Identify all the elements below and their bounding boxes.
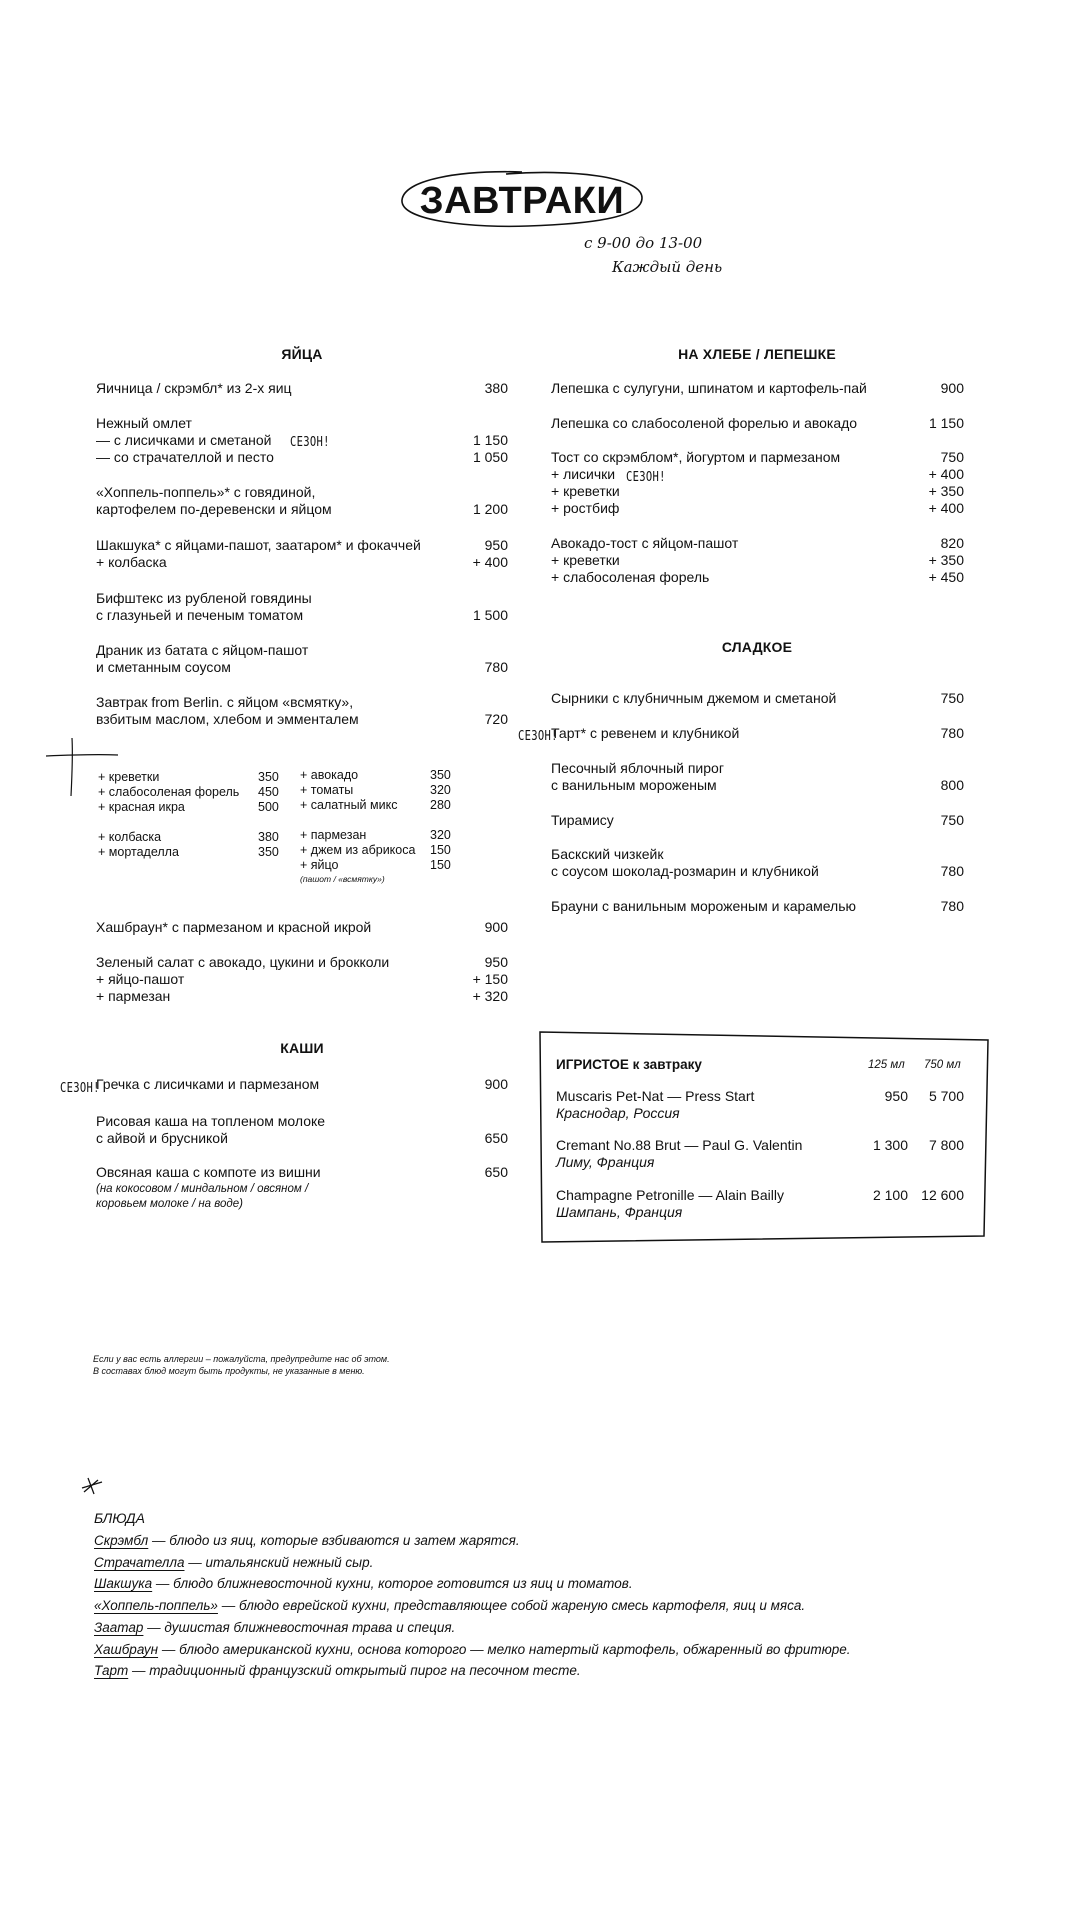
page-title: ЗАВТРАКИ xyxy=(419,180,625,222)
season-tag: СЕЗОН! xyxy=(626,469,666,485)
glossary-entry: Заатар — душистая ближневосточная трава и специя. xyxy=(94,1619,456,1635)
menu-item-name: Драник из батата с яйцом-пашот xyxy=(96,642,309,658)
menu-item-price: 650 xyxy=(484,1164,508,1180)
addon-price: 380 xyxy=(258,830,279,844)
menu-item-price: 1 200 xyxy=(472,501,508,517)
wine-name: Champagne Petronille — Alain Bailly xyxy=(556,1187,785,1203)
menu-item-price: 380 xyxy=(484,380,508,396)
menu-item-name: Нежный омлет xyxy=(96,415,192,431)
addon-price: 350 xyxy=(258,845,279,859)
season-tag: СЕЗОН! xyxy=(60,1080,100,1096)
menu-item-name: Зеленый салат с авокадо, цукини и брокколи xyxy=(96,954,390,970)
addon-name: + креветки xyxy=(98,770,160,784)
menu-item-price: + 450 xyxy=(928,569,964,585)
menu-item-price: 900 xyxy=(484,919,508,935)
menu-item-name: Тирамису xyxy=(551,812,614,828)
menu-item-price: 750 xyxy=(940,812,964,828)
addon-name: + яйцо xyxy=(300,858,339,872)
menu-item-price: 950 xyxy=(484,954,508,970)
wine-origin: Краснодар, Россия xyxy=(556,1105,680,1121)
menu-item-price: 1 150 xyxy=(928,415,964,431)
glossary-entry: Скрэмбл — блюдо из яиц, которые взбиваются и затем жарятся. xyxy=(94,1533,520,1548)
menu-item-name: Тост со скрэмблом*, йогуртом и пармезаном xyxy=(551,449,841,465)
wine-price-750: 7 800 xyxy=(928,1137,964,1153)
section-heading-bread: НА ХЛЕБЕ / ЛЕПЕШКЕ xyxy=(678,346,836,362)
menu-item-price: 820 xyxy=(940,535,964,551)
menu-item-name: Гречка с лисичками и пармезаном xyxy=(96,1076,320,1092)
menu-item-name: Лепешка с сулугуни, шпинатом и картофель-пай xyxy=(551,380,867,396)
wine-origin: Шампань, Франция xyxy=(556,1204,683,1220)
menu-item-name: Песочный яблочный пирог xyxy=(551,760,724,776)
menu-item-name: Баскский чизкейк xyxy=(551,846,664,862)
days-handwritten: Каждый день xyxy=(612,258,723,276)
addon-price: 320 xyxy=(430,783,451,797)
addon-name: + пармезан xyxy=(300,828,367,842)
section-heading-porridge: КАШИ xyxy=(280,1040,324,1056)
title-block xyxy=(398,166,646,232)
addon-price: 150 xyxy=(430,858,451,872)
section-heading-sweet: СЛАДКОЕ xyxy=(721,639,793,655)
egg-addon-note: (пашот / «всмятку») xyxy=(300,874,385,884)
wine-price-125: 950 xyxy=(884,1088,908,1104)
menu-item-price: 950 xyxy=(484,537,508,553)
menu-item-name: Шакшука* с яйцами-пашот, заатаром* и фокаччей xyxy=(96,537,421,553)
glossary-list xyxy=(94,1530,851,1682)
glossary-entry: Шакшука — блюдо ближневосточной кухни, которое готовится из яиц и томатов. xyxy=(94,1576,633,1592)
addon-price: 450 xyxy=(258,785,279,799)
menu-item-name: взбитым маслом, хлебом и эмменталем xyxy=(96,711,359,727)
menu-item-name: Лепешка со слабосоленой форелью и авокадо xyxy=(551,415,858,431)
menu-item-name: Хашбраун* с пармезаном и красной икрой xyxy=(96,919,372,935)
addon-name: + красная икра xyxy=(98,800,185,814)
glossary-entry: Хашбраун — блюдо американской кухни, основа которого — мелко натертый картофель, обжаренный во фритюре. xyxy=(94,1641,851,1657)
menu-item-price: 780 xyxy=(940,863,964,879)
addon-name: + салатный микс xyxy=(300,798,398,812)
menu-item-price: + 400 xyxy=(472,554,508,570)
menu-item-price: + 320 xyxy=(472,988,508,1004)
glossary-entry: Страчателла — итальянский нежный сыр. xyxy=(94,1554,374,1570)
menu-item-name: + ростбиф xyxy=(551,500,620,516)
addon-price: 350 xyxy=(430,768,451,782)
wine-name: Muscaris Pet-Nat — Press Start xyxy=(556,1088,755,1104)
addon-name: + колбаска xyxy=(98,830,162,844)
wine-price-125: 2 100 xyxy=(872,1187,908,1203)
menu-item-name: Рисовая каша на топленом молоке xyxy=(96,1113,326,1129)
menu-item-name: с ванильным мороженым xyxy=(551,777,717,793)
menu-item-name: Яичница / скрэмбл* из 2-х яиц xyxy=(96,380,292,396)
menu-item-price: 750 xyxy=(940,449,964,465)
menu-item-price: 720 xyxy=(484,711,508,727)
allergy-note: В составах блюд могут быть продукты, не указанные в меню. xyxy=(93,1366,365,1376)
menu-item-price: 900 xyxy=(484,1076,508,1092)
menu-item-name: — с лисичками и сметаной xyxy=(96,432,272,448)
menu-item-price: + 400 xyxy=(928,466,964,482)
menu-item-name: Брауни с ванильным мороженым и карамелью xyxy=(551,898,857,914)
glossary-entry: «Хоппель-поппель» — блюдо еврейской кухни, представляющее собой жареную смесь картофеля, яиц и мяса. xyxy=(94,1598,806,1614)
addon-price: 320 xyxy=(430,828,451,842)
addon-name: + мортаделла xyxy=(98,845,179,859)
porridge-milk-note: коровьем молоке / на воде) xyxy=(96,1198,243,1210)
menu-item-name: + лисички xyxy=(551,466,616,482)
glossary-heading: БЛЮДА xyxy=(94,1510,145,1526)
menu-item-price: 1 500 xyxy=(472,607,508,623)
addon-name: + слабосоленая форель xyxy=(98,785,240,799)
season-tag: СЕЗОН! xyxy=(290,434,330,450)
menu-item-name: + креветки xyxy=(551,552,620,568)
menu-item-name: с соусом шоколад-розмарин и клубникой xyxy=(551,863,819,879)
volume-125: 125 мл xyxy=(868,1059,905,1071)
menu-item-name: Бифштекс из рубленой говядины xyxy=(96,590,312,606)
menu-item-price: + 350 xyxy=(928,552,964,568)
menu-item-name: и сметанным соусом xyxy=(96,659,231,675)
menu-item-name: — со страчателлой и песто xyxy=(96,449,274,465)
menu-item-name: Сырники с клубничным джемом и сметаной xyxy=(551,690,837,706)
wine-price-750: 5 700 xyxy=(928,1088,964,1104)
wine-name: Cremant No.88 Brut — Paul G. Valentin xyxy=(556,1137,803,1153)
menu-item-name: с глазуньей и печеным томатом xyxy=(96,607,304,623)
menu-item-price: 1 050 xyxy=(472,449,508,465)
menu-item-name: картофелем по-деревенски и яйцом xyxy=(96,501,332,517)
sparkling-heading: ИГРИСТОЕ к завтраку xyxy=(556,1057,702,1072)
addon-name: + авокадо xyxy=(300,768,359,782)
menu-item-name: Авокадо-тост с яйцом-пашот xyxy=(551,535,739,551)
addon-price: 500 xyxy=(258,800,279,814)
menu-item-price: 1 150 xyxy=(472,432,508,448)
volume-750: 750 мл xyxy=(924,1059,961,1071)
menu-item-name: + креветки xyxy=(551,483,620,499)
addon-name: + джем из абрикоса xyxy=(300,843,416,857)
menu-item-name: + пармезан xyxy=(96,988,171,1004)
glossary-entry: Тарт — традиционный французский открытый пирог на песочном тесте. xyxy=(94,1663,581,1679)
asterisk-icon xyxy=(80,1476,104,1496)
menu-item-price: 780 xyxy=(940,725,964,741)
menu-item-price: + 150 xyxy=(472,971,508,987)
menu-item-name: Овсяная каша с компоте из вишни xyxy=(96,1164,321,1180)
menu-item-price: 750 xyxy=(940,690,964,706)
menu-item-name: + яйцо-пашот xyxy=(96,971,185,987)
wine-price-125: 1 300 xyxy=(872,1137,908,1153)
menu-item-name: Тарт* с ревенем и клубникой xyxy=(551,725,740,741)
menu-item-price: + 350 xyxy=(928,483,964,499)
porridge-milk-note: (на кокосовом / миндальном / овсяном / xyxy=(96,1183,309,1195)
menu-item-price: + 400 xyxy=(928,500,964,516)
allergy-note: Если у вас есть аллергии – пожалуйста, предупредите нас об этом. xyxy=(93,1354,390,1364)
hours-handwritten: с 9-00 до 13-00 xyxy=(584,234,703,252)
addon-name: + томаты xyxy=(300,783,354,797)
addon-price: 350 xyxy=(258,770,279,784)
section-heading-eggs: ЯЙЦА xyxy=(281,346,323,362)
menu-item-name: с айвой и брусникой xyxy=(96,1130,228,1146)
menu-item-price: 780 xyxy=(940,898,964,914)
menu-item-name: «Хоппель-поппель»* с говядиной, xyxy=(96,484,316,500)
addon-price: 280 xyxy=(430,798,451,812)
wine-origin: Лиму, Франция xyxy=(556,1154,655,1170)
wine-price-750: 12 600 xyxy=(921,1187,964,1203)
season-tag: СЕЗОН! xyxy=(518,728,558,744)
menu-item-name: + колбаска xyxy=(96,554,167,570)
menu-item-price: 650 xyxy=(484,1130,508,1146)
menu-item-price: 900 xyxy=(940,380,964,396)
menu-item-name: Завтрак from Berlin. с яйцом «всмятку», xyxy=(96,694,354,710)
addon-price: 150 xyxy=(430,843,451,857)
menu-item-price: 800 xyxy=(940,777,964,793)
menu-item-price: 780 xyxy=(484,659,508,675)
menu-item-name: + слабосоленая форель xyxy=(551,569,710,585)
